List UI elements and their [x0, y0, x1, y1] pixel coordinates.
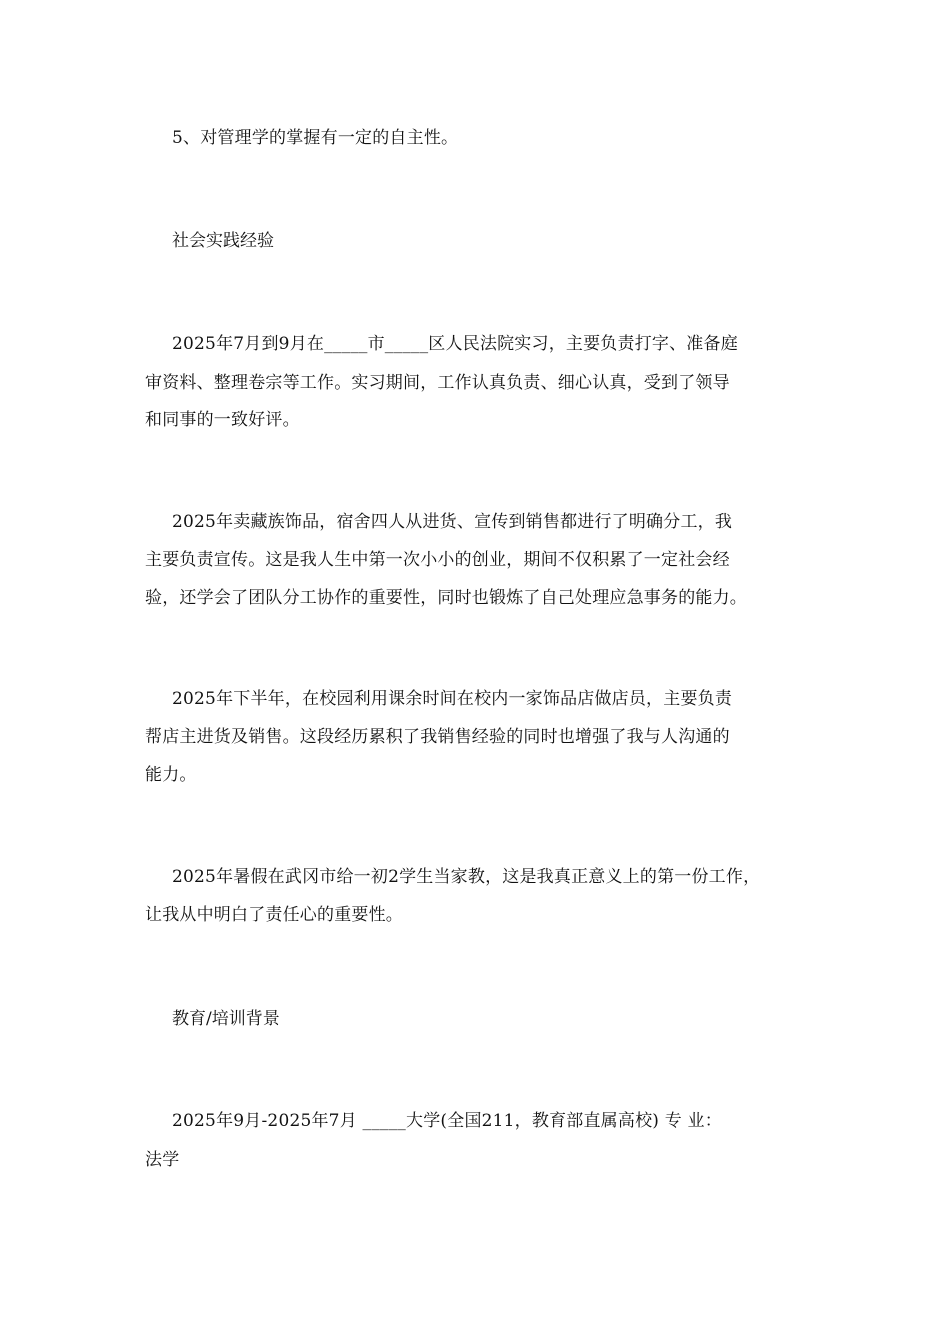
paragraph-shop-line-3: 能力。: [145, 765, 197, 785]
paragraph-business-line-1: 2025年卖藏族饰品，宿舍四人从进货、宣传到销售都进行了明确分工，我: [172, 512, 733, 532]
education-line-2: 法学: [145, 1150, 180, 1170]
list-item-5: 5、对管理学的掌握有一定的自主性。: [172, 128, 459, 148]
paragraph-tutor-line-2: 让我从中明白了责任心的重要性。: [145, 905, 403, 925]
paragraph-internship-line-2: 审资料、整理卷宗等工作。实习期间，工作认真负责、细心认真，受到了领导: [145, 373, 730, 393]
paragraph-tutor-line-1: 2025年暑假在武冈市给一初2学生当家教，这是我真正意义上的第一份工作，: [172, 867, 761, 887]
section-title-social-practice: 社会实践经验: [172, 231, 274, 251]
paragraph-business-line-2: 主要负责宣传。这是我人生中第一次小小的创业，期间不仅积累了一定社会经: [145, 550, 730, 570]
paragraph-shop-line-2: 帮店主进货及销售。这段经历累积了我销售经验的同时也增强了我与人沟通的: [145, 727, 730, 747]
paragraph-internship-line-3: 和同事的一致好评。: [145, 410, 300, 430]
section-title-education: 教育/培训背景: [172, 1009, 280, 1029]
paragraph-internship-line-1: 2025年7月到9月在_____市_____区人民法院实习，主要负责打字、准备庭: [172, 334, 738, 354]
paragraph-business-line-3: 验，还学会了团队分工协作的重要性，同时也锻炼了自己处理应急事务的能力。: [145, 588, 747, 608]
paragraph-shop-line-1: 2025年下半年，在校园利用课余时间在校内一家饰品店做店员，主要负责: [172, 689, 733, 709]
education-line-1: 2025年9月-2025年7月 _____大学(全国211，教育部直属高校) 专 业：: [172, 1111, 722, 1131]
